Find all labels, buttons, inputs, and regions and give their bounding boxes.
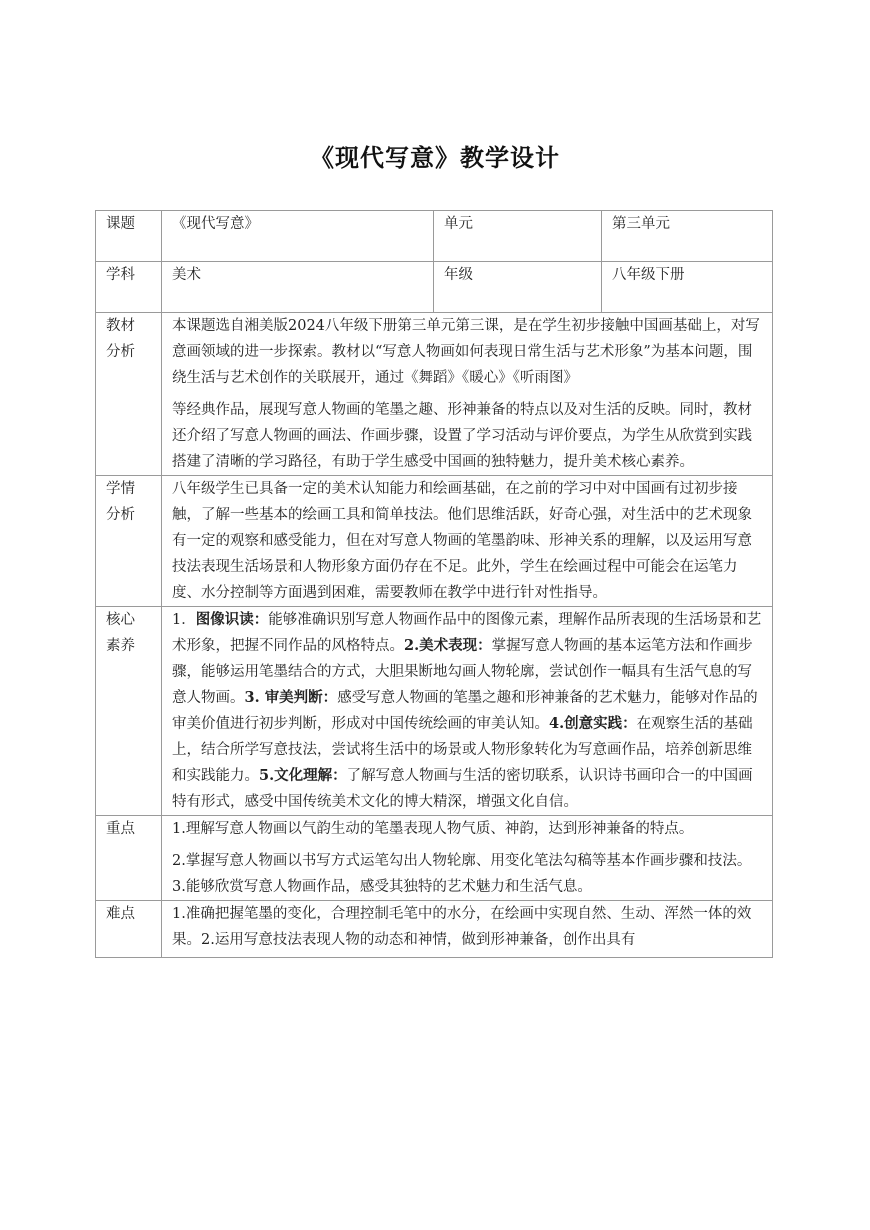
table-row-core-literacy: [96, 607, 773, 816]
core-literacy-text: 1．图像识读：能够准确识别写意人物画作品中的图像元素，理解作品所表现的生活场景和艺术形象，把握不同作品的风格特点。2.美术表现：掌握写意人物画的基本运笔方法和作画步骤，能够运用笔墨结合的方式，大胆果断地勾画人物轮廓，尝试创作一幅具有生活气息的写意人物画。3. 审美判断：感受写意人物画的笔墨之趣和形神兼备的艺术魅力，能够对作品的审美价值进行初步判断，形成对中国传统绘画的审美认知。4.创意实践：在观察生活的基础上，结合所学写意技法，尝试将生活中的场景或人物形象转化为写意画作品，培养创新思维和实践能力。5.文化理解：了解写意人物画与生活的密切联系，认识诗书画印合一的中国画特有形式，感受中国传统美术文化的博大精深，增强文化自信。: [172, 611, 762, 810]
table-row-textbook-analysis: [96, 313, 773, 476]
table-row-difficulties: [96, 901, 773, 958]
student-analysis-content: [162, 476, 773, 607]
value-subject: 美术: [162, 262, 434, 313]
label-student-analysis: 学情 分析: [96, 476, 162, 607]
key-points-line-1: 1.理解写意人物画以气韵生动的笔墨表现人物气质、神韵，达到形神兼备的特点。: [172, 821, 694, 837]
lesson-plan-table: [95, 210, 773, 958]
value-unit: 第三单元: [602, 211, 773, 262]
key-points-content: [162, 816, 773, 901]
student-analysis-text: 八年级学生已具备一定的美术认知能力和绘画基础，在之前的学习中对中国画有过初步接触，了解一些基本的绘画工具和简单技法。他们思维活跃，好奇心强，对生活中的艺术现象有一定的观察和感受能力，但在对写意人物画的笔墨韵味、形神关系的理解，以及运用写意技法表现生活场景和人物形象方面仍存在不足。此外，学生在绘画过程中可能会在运笔力度、水分控制等方面遇到困难，需要教师在教学中进行针对性指导。: [172, 481, 752, 601]
label-difficulties: 难点: [96, 901, 162, 958]
label-subject: 学科: [96, 262, 162, 313]
page-title: 《现代写意》教学设计: [310, 144, 560, 172]
textbook-analysis-content: [162, 313, 773, 476]
difficulties-content: [162, 901, 773, 958]
table-row-subject: [96, 262, 773, 313]
textbook-analysis-para-2: 等经典作品，展现写意人物画的笔墨之趣、形神兼备的特点以及对生活的反映。同时，教材还介绍了写意人物画的画法、作画步骤，设置了学习活动与评价要点，为学生从欣赏到实践搭建了清晰的学习路径，有助于学生感受中国画的独特魅力，提升美术核心素养。: [172, 402, 752, 470]
literacy-title-aesthetic-judgment: 审美判断：: [264, 689, 338, 706]
table-row-key-points: [96, 816, 773, 901]
label-unit: 单元: [434, 211, 602, 262]
value-topic: 《现代写意》: [162, 211, 434, 262]
literacy-title-cultural-understanding: 文化理解：: [274, 767, 347, 784]
label-core-literacy: 核心 素养: [96, 607, 162, 816]
difficulties-text: 1.准确把握笔墨的变化，合理控制毛笔中的水分，在绘画中实现自然、生动、浑然一体的效果。2.运用写意技法表现人物的动态和神情，做到形神兼备，创作出具有: [172, 906, 752, 948]
label-key-points: 重点: [96, 816, 162, 901]
label-topic: 课题: [96, 211, 162, 262]
literacy-title-art-expression: 美术表现：: [419, 637, 492, 654]
value-grade: 八年级下册: [602, 262, 773, 313]
label-grade: 年级: [434, 262, 602, 313]
key-points-line-2: 2.掌握写意人物画以书写方式运笔勾出人物轮廓、用变化笔法勾稿等基本作画步骤和技法。3.能够欣赏写意人物画作品，感受其独特的艺术魅力和生活气息。: [172, 853, 752, 895]
literacy-title-creative-practice: 创意实践：: [564, 715, 637, 732]
table-row-student-analysis: [96, 476, 773, 607]
literacy-title-image-reading: 图像识读：: [195, 611, 269, 628]
core-literacy-content: [162, 607, 773, 816]
label-textbook-analysis: 教材 分析: [96, 313, 162, 476]
table-row-topic: [96, 211, 773, 262]
textbook-analysis-para-1: 本课题选自湘美版2024八年级下册第三单元第三课，是在学生初步接触中国画基础上，对写意画领域的进一步探索。教材以“写意人物画如何表现日常生活与艺术形象”为基本问题，围绕生活与艺术创作的关联展开，通过《舞蹈》《暖心》《听雨图》: [172, 318, 760, 386]
